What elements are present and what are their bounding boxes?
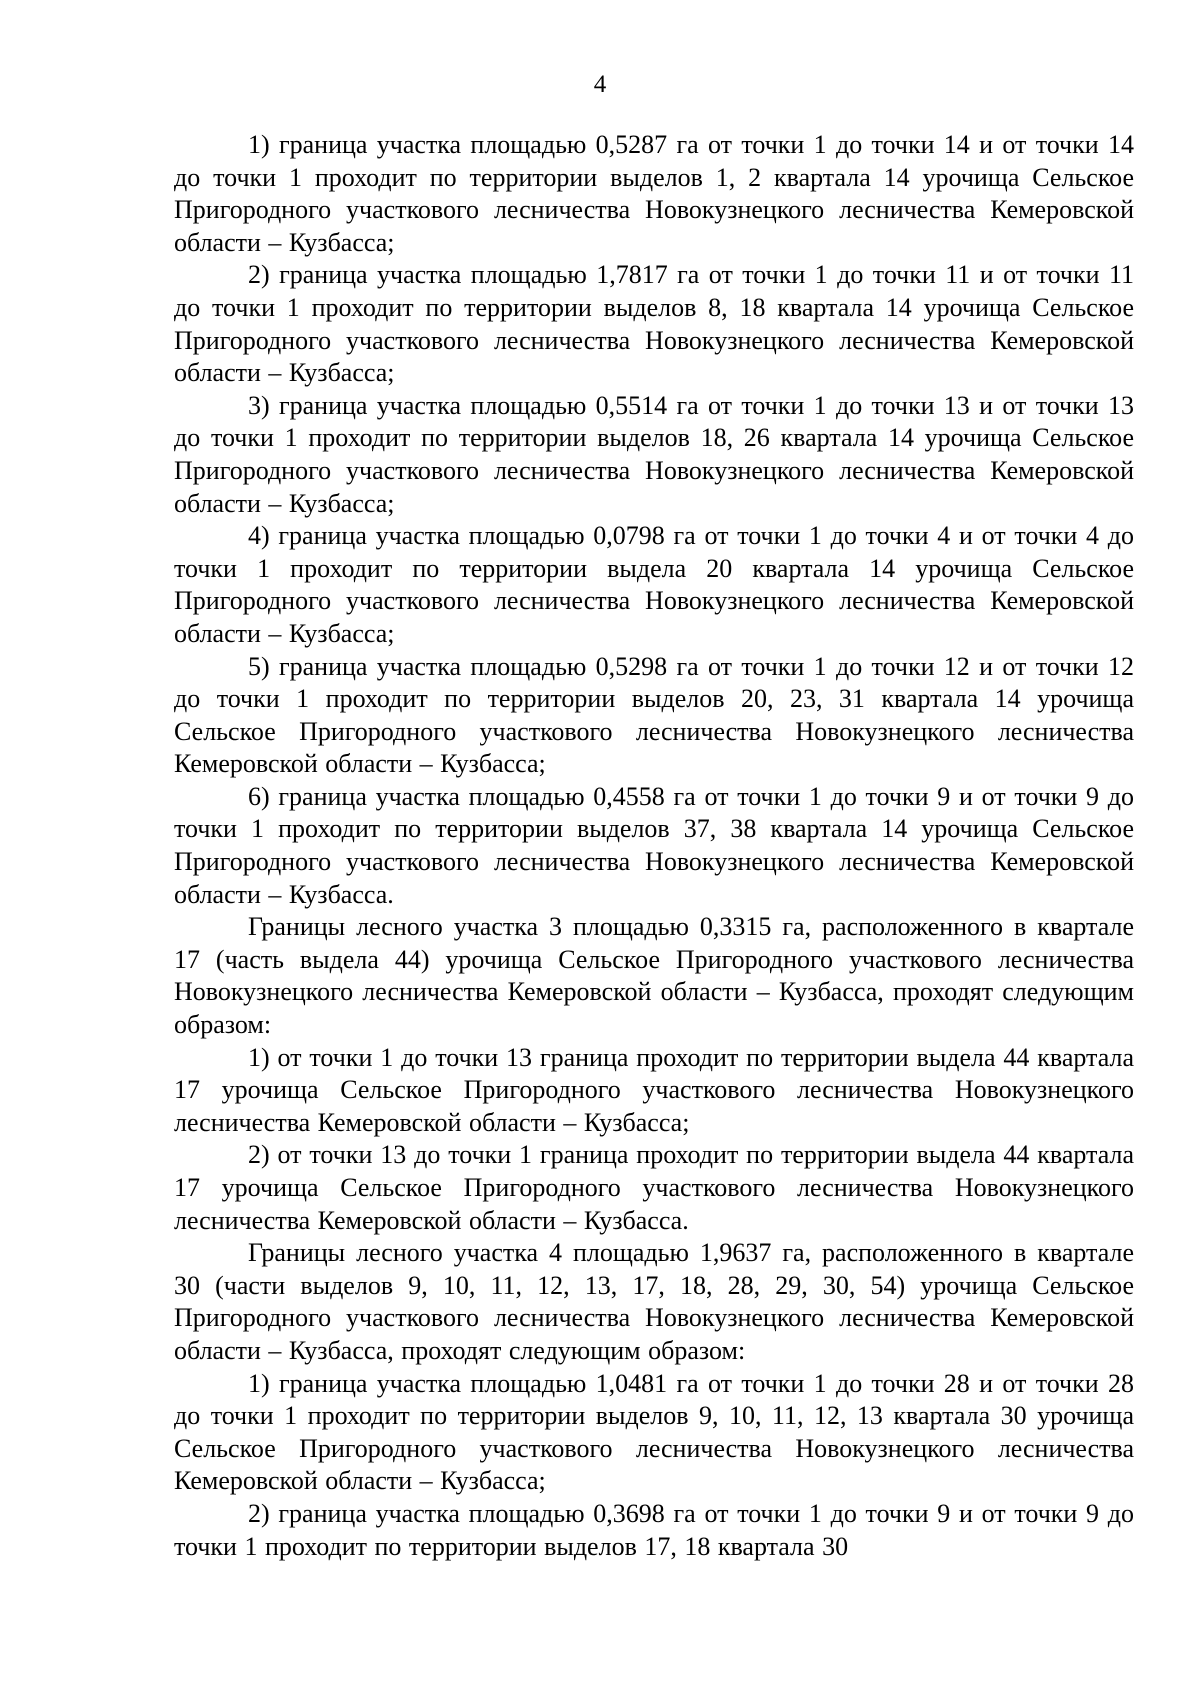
paragraph-plot-4-item-2: 2) граница участка площадью 0,3698 га от точки 1 до точки 9 и от точки 9 до точки 1 проходит по территории выделов 17, 18 квартала 30 [174,1498,1134,1561]
page-number: 4 [593,71,607,98]
paragraph-section-2-item-4: 4) граница участка площадью 0,0798 га от точки 1 до точки 4 и от точки 4 до точки 1 проходит по территории выдела 20 квартала 14 урочища Сельское Пригородного участкового лесничества Новокузнецкого лесничества Кемеровской области – Кузбасса; [174,521,1134,648]
paragraph-plot-3-intro: Границы лесного участка 3 площадью 0,3315 га, расположенного в квартале 17 (часть выдела 44) урочища Сельское Пригородного участкового лесничества Новокузнецкого лесничества Кемеровской области – Кузбасса, проходят следующим образом: [174,912,1134,1040]
paragraph-section-2-item-1: 1) граница участка площадью 0,5287 га от точки 1 до точки 14 и от точки 14 до точки 1 проходит по территории выделов 1, 2 квартала 14 урочища Сельское Пригородного участкового лесничества Новокузнецкого лесничества Кемеровской области – Кузбасса; [174,130,1134,257]
paragraph-section-2-item-2: 2) граница участка площадью 1,7817 га от точки 1 до точки 11 и от точки 11 до точки 1 проходит по территории выделов 8, 18 квартала 14 урочища Сельское Пригородного участкового лесничества Новокузнецкого лесничества Кемеровской области – Кузбасса; [174,260,1134,388]
paragraph-plot-4-item-1: 1) граница участка площадью 1,0481 га от точки 1 до точки 28 и от точки 28 до точки 1 проходит по территории выделов 9, 10, 11, 12, 13 квартала 30 урочища Сельское Пригородного участкового лесничества Новокузнецкого лесничества Кемеровской области – Кузбасса; [174,1368,1134,1496]
paragraph-section-2-item-3: 3) граница участка площадью 0,5514 га от точки 1 до точки 13 и от точки 13 до точки 1 проходит по территории выделов 18, 26 квартала 14 урочища Сельское Пригородного участкового лесничества Новокузнецкого лесничества Кемеровской области – Кузбасса; [174,390,1134,518]
paragraph-section-2-item-6: 6) граница участка площадью 0,4558 га от точки 1 до точки 9 и от точки 9 до точки 1 проходит по территории выделов 37, 38 квартала 14 урочища Сельское Пригородного участкового лесничества Новокузнецкого лесничества Кемеровской области – Кузбасса. [174,781,1134,909]
paragraph-section-2-item-5: 5) граница участка площадью 0,5298 га от точки 1 до точки 12 и от точки 12 до точки 1 проходит по территории выделов 20, 23, 31 квартала 14 урочища Сельское Пригородного участкового лесничества Новокузнецкого лесничества Кемеровской области – Кузбасса; [174,651,1134,779]
paragraph-plot-3-item-2: 2) от точки 13 до точки 1 граница проходит по территории выдела 44 квартала 17 урочища Сельское Пригородного участкового лесничества Новокузнецкого лесничества Кемеровской области – Кузбасса. [174,1140,1134,1235]
document-body [174,129,1134,1563]
paragraph-plot-3-item-1: 1) от точки 1 до точки 13 граница проходит по территории выдела 44 квартала 17 урочища Сельское Пригородного участкового лесничества Новокузнецкого лесничества Кемеровской области – Кузбасса; [174,1042,1134,1137]
paragraph-plot-4-intro: Границы лесного участка 4 площадью 1,9637 га, расположенного в квартале 30 (части выделов 9, 10, 11, 12, 13, 17, 18, 28, 29, 30, 54) урочища Сельское Пригородного участкового лесничества Новокузнецкого лесничества Кемеровской области – Кузбасса, проходят следующим образом: [174,1238,1134,1365]
